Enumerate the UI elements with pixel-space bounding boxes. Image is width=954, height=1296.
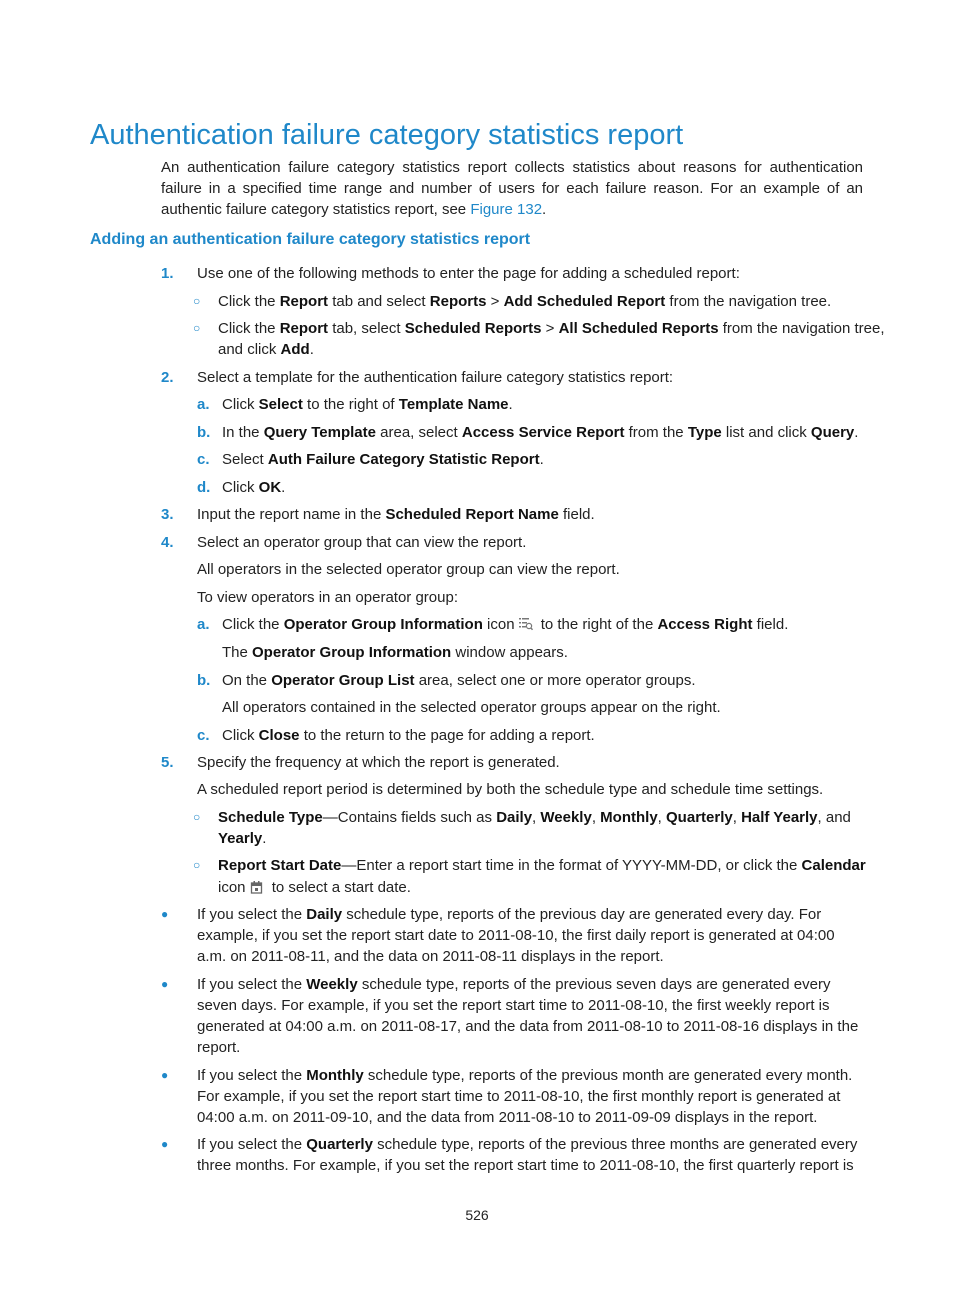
step-4b-result: All operators contained in the selected operator groups appear on the right.: [222, 699, 721, 716]
step-5-number: 5.: [161, 754, 174, 771]
bullet-marker: ●: [161, 907, 169, 921]
step-1-text: Use one of the following methods to enter the page for adding a scheduled report:: [197, 265, 740, 282]
step-4c-text: Click Close to the return to the page for adding a report.: [222, 727, 595, 744]
substep-letter: a.: [197, 616, 210, 633]
bullet-weekly: If you select the Weekly schedule type, reports of the previous seven days are generated every seven days. For example, if you set the report start time to 2011-08-10, the first weekly report is generated at 04:00 a.m. on 2011-08-17, and the data from 2011-08-10 to 2011-08-16 displays in the report.: [197, 976, 859, 1056]
page-title: Authentication failure category statistics report: [90, 119, 684, 152]
substep-letter: d.: [197, 479, 211, 496]
bullet-quarterly: If you select the Quarterly schedule type, reports of the previous three months are generated every three months. For example, if you set the report start time to 2011-08-10, the first quarterly report is: [197, 1136, 858, 1174]
substep-letter: b.: [197, 672, 211, 689]
bullet-daily: If you select the Daily schedule type, reports of the previous day are generated every day. For example, if you set the report start date to 2011-08-10, the first daily report is generated at 04:00 a.m. on 2011-08-11, and the data on 2011-08-11 displays in the report.: [197, 906, 835, 965]
intro-paragraph: An authentication failure category statistics report collects statistics about reasons for authentication failure in a specified time range and number of users for each failure reason. For an example of an authentic failure category statistics report, see Figure 132.: [161, 159, 863, 218]
step-4a-text: Click the Operator Group Information icon to the right of the Access Right field.: [222, 616, 789, 633]
section-heading: Adding an authentication failure category statistics report: [90, 231, 531, 248]
step-4-text: Select an operator group that can view the report.: [197, 534, 527, 551]
report-start-date-item: Report Start Date—Enter a report start time in the format of YYYY-MM-DD, or click the Calendar: [218, 857, 866, 874]
step-3-text: Input the report name in the Scheduled Report Name field.: [197, 506, 595, 523]
bullet-marker: ●: [161, 1068, 169, 1082]
step-5-note: A scheduled report period is determined by both the schedule type and schedule time settings.: [197, 781, 824, 798]
step-4a-result: The Operator Group Information window appears.: [222, 644, 568, 661]
substep-letter: a.: [197, 396, 210, 413]
step-2c-text: Select Auth Failure Category Statistic Report.: [222, 451, 544, 468]
circle-bullet: ○: [193, 810, 201, 824]
operator-group-info-icon[interactable]: [519, 616, 533, 630]
substep-letter: c.: [197, 451, 210, 468]
step-2a-text: Click Select to the right of Template Name.: [222, 396, 513, 413]
step-2-text: Select a template for the authentication failure category statistics report:: [197, 369, 674, 386]
circle-bullet: ○: [193, 321, 201, 335]
step-1-option-b: Click the Report tab, select Scheduled Reports > All Scheduled Reports from the navigation tree,: [218, 320, 885, 337]
step-4-note: All operators in the selected operator group can view the report.: [197, 561, 620, 578]
step-4-number: 4.: [161, 534, 174, 551]
step-3-number: 3.: [161, 506, 174, 523]
calendar-icon[interactable]: [250, 879, 264, 893]
schedule-type-item: Schedule Type—Contains fields such as Daily, Weekly, Monthly, Quarterly, Half Yearly, and: [218, 809, 851, 826]
step-1-option-b-cont: and click Add.: [218, 341, 314, 358]
substep-letter: b.: [197, 424, 211, 441]
step-2-number: 2.: [161, 369, 174, 386]
substep-letter: c.: [197, 727, 210, 744]
report-start-date-item-cont: icon to select a start date.: [218, 879, 411, 896]
figure-link[interactable]: Figure 132: [470, 201, 543, 218]
bullet-monthly: If you select the Monthly schedule type, reports of the previous month are generated every month. For example, if you set the report start time to 2011-08-10, the first monthly report is generated at 04:00 a.m. on 2011-09-10, and the data from 2011-08-10 to 2011-09-09 displays in the report.: [197, 1067, 853, 1126]
bullet-marker: ●: [161, 1137, 169, 1151]
step-4b-text: On the Operator Group List area, select one or more operator groups.: [222, 672, 696, 689]
bullet-marker: ●: [161, 977, 169, 991]
step-2d-text: Click OK.: [222, 479, 286, 496]
step-1-number: 1.: [161, 265, 174, 282]
step-2b-text: In the Query Template area, select Access Service Report from the Type list and click Query.: [222, 424, 859, 441]
step-5-text: Specify the frequency at which the report is generated.: [197, 754, 560, 771]
circle-bullet: ○: [193, 294, 201, 308]
step-1-option-a: Click the Report tab and select Reports > Add Scheduled Report from the navigation tree.: [218, 293, 832, 310]
step-4-intro: To view operators in an operator group:: [197, 589, 458, 606]
schedule-type-item-cont: Yearly.: [218, 830, 267, 847]
circle-bullet: ○: [193, 858, 201, 872]
page-number: 526: [465, 1207, 489, 1223]
